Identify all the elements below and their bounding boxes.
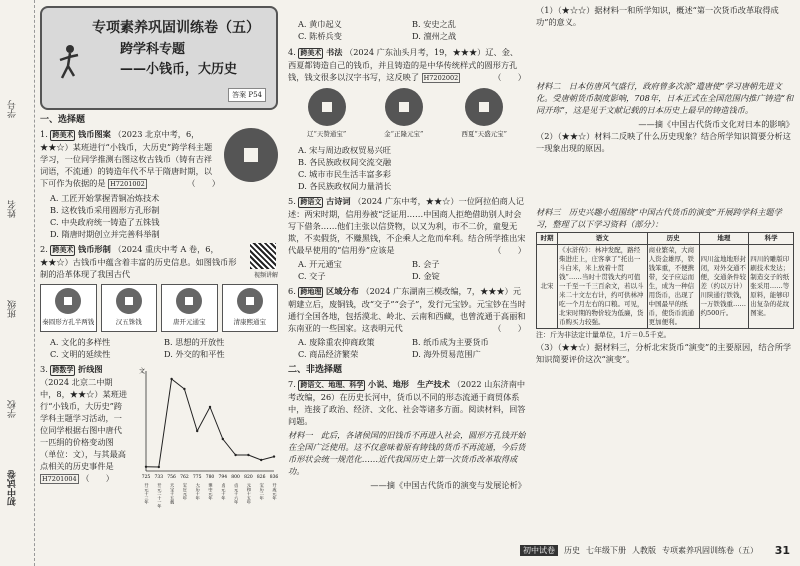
column-middle [288, 0, 526, 540]
q5-options: A. 开元通宝 B. 会子 C. 交子 D. 金锭 [298, 259, 440, 281]
reign-label: 贞元十年 [221, 483, 227, 500]
coin-jin: 金“正隆元宝” [384, 88, 423, 140]
q6-options: A. 废除重农抑商政策 B. 纸币成为主要货币 C. 商品经济繁荣 D. 海外贸易范围广 [298, 337, 489, 359]
q3-options: A. 黄巾起义 B. 安史之乱 C. 陈桥兵变 D. 澶州之战 [298, 19, 457, 41]
x-tick-label: 800 [231, 475, 240, 480]
data-point [209, 406, 211, 408]
data-point [170, 378, 172, 380]
silk-price-line-chart [132, 363, 278, 513]
question-2: 视频讲解 2. 跨美术 钱币形制 （2024 重庆中考 A 卷，6，★★☆）古钱币中蕴含着丰富的历史信息。如图钱币形制的沿革体现了我国古代 [40, 243, 278, 280]
material-2: 材料二 日本仿唐风气盛行，政府曾多次派“遣唐使”学习唐朝先进文化。受唐朝货币制度影响，708年，日本正式在全国范围内推广铸造“和同开珎”，这是见于文献记载的日本历史上最早的铸造钱币。 [536, 81, 794, 115]
q4-option-b: B. 各民族政权间交流交融 [298, 157, 392, 167]
x-tick-label: 794 [218, 475, 228, 480]
page-footer: 初中试卷 历史 七年级下册 人教版 专项素养巩固训练卷（五） 31 [520, 542, 790, 558]
data-point [260, 459, 262, 461]
series-line [146, 379, 274, 467]
coin-han: 汉五铢钱 [101, 284, 158, 332]
question-1: 1. 跨美术 钱币图案 （2023 北京中考，6，★★☆）某班进行“小钱币，大历史”跨学科主题学习，一位同学推测右图这枚古钱币（铸有吉祥词语，不流通）的铸造年代不早于隋唐时期，以下可作为依据的是 H7201002 （ ） [40, 128, 278, 190]
banner-subtitle: 跨学科专题 [120, 42, 186, 57]
coin-evolution-figure [40, 284, 278, 332]
sub-question-1: （1）（★☆☆）据材料一和所学知识，概述“第一次货币改革取得成功”的意义。 [536, 5, 779, 27]
section-nonchoice-heading: 二、非选择题 [288, 365, 343, 375]
q1-option-d: D. 隋唐时期创立并完善科举制 [50, 229, 160, 239]
y-axis-label: 文 [138, 368, 146, 375]
sub-question-2: （2）（★★☆）材料二反映了什么历史现象？结合所学知识简要分析这一现象出现的原因。 [536, 131, 791, 153]
question-6: 6. 跨地理 区域分布 （2024 广东湖南三模改编，7，★★★）元朝建立后，废铜钱，改“交子”“会子”，发行元宝钞。元宝钞在当时通行全国各地，包括漠北、岭北、云南和西藏，也曾流通于高丽和东南亚的一些国家。这表明元代 （ ） [288, 286, 526, 333]
q2-options: A. 文化的多样性 B. 思想的开放性 C. 文明的延续性 D. 外交的和平性 [50, 337, 225, 359]
title-banner [40, 6, 278, 110]
material-3: 材料三 历史兴趣小组围绕“中国古代货币的演变”开展跨学科主题学习，整理了以下学习资料（部分）： [536, 207, 782, 229]
brand-logo: 初中试卷 [8, 470, 18, 506]
section-choice-heading: 一、选择题 [40, 115, 86, 125]
material-2-source: ——摘《中国古代货币文化对日本的影响》 [638, 119, 794, 129]
qr-code[interactable] [250, 243, 276, 269]
q4-option-d: D. 各民族政权间力量消长 [298, 181, 392, 191]
reign-label: 开元二十一年 [157, 483, 163, 509]
q4-option-a: A. 宋与周边政权贸易兴旺 [298, 145, 391, 155]
footer-brand: 初中试卷 [520, 545, 558, 556]
table-note: 注：斤为非法定计量单位，1斤＝0.5千克。 [536, 331, 671, 339]
reign-label: 宝历二年 [259, 483, 265, 500]
x-tick-label: 780 [205, 475, 215, 480]
reign-label: 开元十三年 [144, 483, 150, 504]
table-row: 北宋 《水浒传》：林冲发配，路经柴进庄上，庄客拿了“托出一斗白米，米上放着十贯钱”……当时十贯钱大约可值一千至一千三百余文，若以斗米二十文左右计，约可供林冲吃一个月左右的口粮。可见，北宋时期的物价较为低廉，货币购买力较强。 商业繁荣，大商人资金雄厚，铁钱笨重，不便携带，交子应运而生，成为一种信用货币，出现了中国最早的纸币，使货币流通更加便利。 四川盆地地形封闭，对外交通不便，交通条件较差（约以万计）川陕通行铁钱，一万铁钱重……约500斤。 四川的雕版印刷技术发达；制造交子的纸张采用……等原料，能够印出复杂的花纹图案。 [537, 245, 794, 329]
data-point [183, 388, 185, 390]
column-left [40, 0, 278, 540]
x-tick-label: 826 [256, 475, 266, 480]
reign-label: 贞元十六年 [234, 483, 240, 504]
coin-qin: 秦圆形方孔半两钱 [40, 284, 97, 332]
data-point [222, 438, 224, 440]
coin-qing: 清康熙通宝 [222, 284, 279, 332]
reign-label: 大历十年 [195, 483, 201, 500]
runner-icon [56, 44, 82, 84]
table-head-geography: 地理 [699, 233, 749, 245]
name-label: 姓名 [8, 200, 18, 218]
reign-label: 天宝十五载 [170, 483, 176, 504]
data-point [145, 466, 147, 468]
data-point [247, 454, 249, 456]
q4-option-c: C. 城市市民生活丰富多彩 [298, 169, 392, 179]
student-id-label: 学号 [8, 100, 18, 118]
q1-option-b: B. 这枚钱币采用圆形方孔形制 [50, 205, 160, 215]
coin-liao: 辽“天赞通宝” [307, 88, 346, 140]
class-label: 班级 [8, 300, 18, 318]
q1-option-c: C. 中央政府统一铸造了五铢钱 [50, 217, 160, 227]
question-7: 7. 跨语文、地理、科学 小说、地形 生产技术 （2022 山东济南中考改编，26）在历史长河中，货币以不同的形态流通于商贸体系中，连接了政治、经济、文化、社会等诸多方面。阅读材料，回答问题。 [288, 379, 526, 426]
x-tick-label: 836 [269, 475, 278, 480]
data-point [273, 455, 275, 457]
answer-space-1[interactable] [536, 30, 794, 80]
material-3-table [536, 232, 794, 329]
question-4: 4. 跨美术 书法 （2024 广东汕头月考，19，★★★）辽、金、西夏都铸造自己的钱币，并且铸造的是中华传统样式的圆形方孔钱，钱文很多以汉字书写，这反映了 H7202002 （ ） [288, 47, 526, 82]
question-5: 5. 跨语文 古诗词 （2024 广东中考，★★☆）一位阿拉伯商人记述：两宋时期，信用券被“泛证用……中国商人拒绝借助别人时会写下借条……他们主张以信贷物，以又为利，市不二价，童叟无欺，不卖假货，不赚黑钱，不企乘人之危而牟利。结合所学推出宋代最早使用的“信用券”应该是 （ ） [288, 196, 526, 255]
table-head-science: 科学 [749, 233, 794, 245]
table-head-history: 历史 [647, 233, 699, 245]
school-label: 学校 [8, 400, 18, 418]
column-right [536, 0, 794, 540]
table-head-chinese: 语文 [558, 233, 648, 245]
data-point [234, 454, 236, 456]
material-1: 材料一 此后，各诸侯国的旧钱币不再进入社会，圆形方孔钱开始在全国广泛使用。这不仅意味着原有铸钱的货币不再流通，今后货币形状会统一规范化……近代我国历史上第一次货币改革取得成功。 [288, 430, 526, 476]
data-point [196, 430, 198, 432]
reign-label: 开成元年 [272, 483, 278, 500]
x-tick-label: 775 [192, 475, 202, 480]
banner-subtitle2: ——小钱币，大历史 [120, 62, 238, 77]
question-3: 3. 跨数学 折线图 （2024 北京二中期中，8，★★☆）某班进行“小钱币，大历史”跨学科主题学习活动，一位同学根据右图中唐代一匹绢的价格变动图（单位：文），与其最高点相关的历史事件是 H7201004 （ ） 文 725 开元十三年 733 开元二十一年 756 天宝十五载 762 宝应元年 775 大历十年 780 建中元年 794 贞元十年 800 贞元十六年 820 元和十五年 826 宝历二年 836 开成元年 [40, 363, 278, 513]
banner-title: 专项素养巩固训练卷（五） [92, 20, 260, 36]
x-tick-label: 762 [180, 475, 189, 480]
q1-option-a: A. 工匠开始掌握青铜冶炼技术 [50, 193, 160, 203]
coin-tang: 唐开元通宝 [161, 284, 218, 332]
question-code: H7201002 [110, 180, 145, 188]
qr-label: 视频讲解 [253, 272, 278, 279]
binding-margin [0, 0, 35, 566]
answer-space-2[interactable] [536, 156, 794, 206]
coin-xixia: 西夏“天盛元宝” [461, 88, 507, 140]
reign-label: 宝应元年 [182, 483, 188, 500]
subject-tag: 跨美术 [52, 131, 74, 139]
x-tick-label: 725 [141, 475, 151, 480]
liao-jin-xixia-coins [288, 88, 526, 140]
x-tick-label: 820 [244, 475, 253, 480]
answer-reference: 答案 P54 [228, 88, 266, 102]
coin-image-q1 [224, 128, 278, 182]
page-number: 31 [774, 543, 790, 557]
data-point [158, 466, 160, 468]
table-head-period: 时期 [537, 233, 558, 245]
reign-label: 建中元年 [208, 483, 214, 500]
x-tick-label: 756 [167, 475, 176, 480]
reign-label: 元和十五年 [246, 483, 252, 504]
material-1-source: ——摘《中国古代货币的演变与发展论析》 [370, 480, 526, 490]
sub-question-3: （3）（★★☆）据材料三，分析北宋货币“演变”的主要原因，结合所学知识简要评价这次“演变”。 [536, 342, 792, 364]
x-tick-label: 733 [154, 475, 164, 480]
